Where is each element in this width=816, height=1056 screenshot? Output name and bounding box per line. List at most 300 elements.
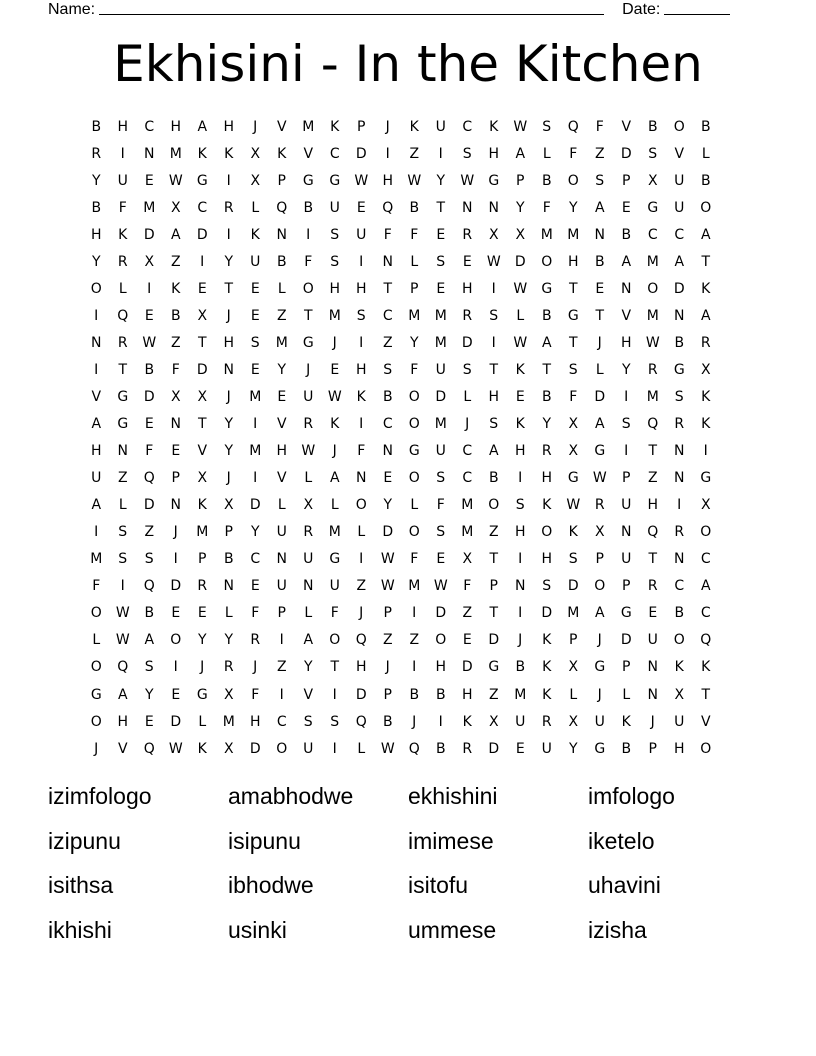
- grid-letter: N: [117, 443, 128, 460]
- grid-letter: B: [144, 361, 155, 378]
- grid-letter: N: [382, 253, 393, 270]
- grid-letter: Y: [91, 253, 101, 270]
- grid-letter: L: [118, 280, 127, 297]
- grid-letter: K: [542, 497, 552, 514]
- grid-letter: M: [461, 524, 474, 541]
- grid-letter: K: [197, 145, 207, 162]
- grid-letter: Y: [224, 253, 234, 270]
- grid-letter: N: [674, 551, 685, 568]
- grid-letter: T: [330, 659, 340, 676]
- page-title: Ekhisini - In the Kitchen: [113, 35, 703, 93]
- grid-letter: I: [226, 172, 231, 189]
- grid-letter: X: [197, 470, 208, 487]
- grid-letter: L: [357, 524, 366, 541]
- grid-letter: H: [673, 740, 685, 757]
- word-list-item: ikhishi: [48, 916, 112, 943]
- grid-row: [83, 302, 735, 329]
- grid-letter: K: [674, 659, 684, 676]
- grid-letter: H: [567, 253, 579, 270]
- word-list-item: ummese: [408, 916, 497, 943]
- grid-letter: L: [463, 388, 472, 405]
- grid-letter: I: [306, 226, 311, 243]
- grid-letter: L: [92, 632, 101, 649]
- grid-letter: N: [144, 145, 155, 162]
- grid-letter: X: [700, 497, 711, 514]
- grid-letter: B: [594, 253, 605, 270]
- grid-letter: I: [518, 470, 523, 487]
- grid-letter: J: [226, 307, 231, 324]
- grid-letter: I: [120, 145, 125, 162]
- grid-letter: X: [674, 686, 685, 703]
- grid-letter: O: [567, 172, 579, 189]
- grid-letter: S: [648, 145, 658, 162]
- grid-letter: P: [489, 578, 498, 595]
- grid-letter: E: [462, 253, 472, 270]
- grid-letter: M: [249, 443, 262, 460]
- grid-letter: O: [488, 497, 500, 514]
- word-list-item: ekhishini: [408, 783, 498, 809]
- grid-letter: R: [117, 334, 128, 351]
- grid-letter: I: [279, 632, 284, 649]
- word-list-item: imfologo: [588, 783, 675, 809]
- grid-letter: I: [173, 551, 178, 568]
- grid-letter: K: [409, 118, 419, 135]
- grid-letter: Z: [594, 145, 605, 162]
- grid-letter: D: [435, 388, 447, 405]
- grid-letter: D: [143, 388, 155, 405]
- grid-letter: S: [515, 497, 525, 514]
- grid-letter: I: [518, 551, 523, 568]
- grid-letter: M: [434, 416, 447, 433]
- grid-letter: U: [303, 740, 314, 757]
- grid-letter: Z: [170, 253, 181, 270]
- grid-letter: C: [329, 145, 340, 162]
- grid-letter: O: [673, 632, 685, 649]
- grid-letter: E: [197, 280, 207, 297]
- grid-letter: L: [516, 307, 525, 324]
- grid-letter: Y: [621, 361, 631, 378]
- grid-letter: Z: [647, 470, 658, 487]
- grid-letter: L: [410, 253, 419, 270]
- grid-letter: F: [463, 578, 472, 595]
- grid-letter: V: [117, 740, 128, 757]
- grid-letter: B: [276, 253, 287, 270]
- grid-letter: B: [541, 388, 552, 405]
- grid-letter: L: [277, 280, 286, 297]
- grid-letter: C: [700, 605, 711, 622]
- grid-letter: M: [328, 307, 341, 324]
- grid-letter: Q: [567, 118, 579, 135]
- grid-letter: R: [647, 361, 658, 378]
- grid-letter: E: [171, 605, 181, 622]
- grid-letter: U: [674, 172, 685, 189]
- grid-letter: J: [173, 524, 178, 541]
- grid-letter: B: [541, 307, 552, 324]
- grid-letter: U: [647, 632, 658, 649]
- grid-letter: E: [144, 172, 154, 189]
- grid-letter: N: [276, 226, 287, 243]
- grid-letter: K: [277, 145, 287, 162]
- grid-letter: A: [700, 307, 711, 324]
- grid-letter: O: [408, 416, 420, 433]
- grid-letter: P: [648, 740, 657, 757]
- grid-letter: C: [276, 713, 287, 730]
- grid-letter: Q: [117, 307, 129, 324]
- grid-row: [83, 735, 735, 762]
- grid-letter: Y: [303, 659, 313, 676]
- grid-letter: Q: [355, 632, 367, 649]
- name-field[interactable]: [99, 0, 604, 15]
- grid-letter: O: [302, 280, 314, 297]
- grid-letter: X: [197, 307, 208, 324]
- grid-letter: R: [674, 416, 685, 433]
- grid-letter: O: [90, 280, 102, 297]
- grid-letter: P: [410, 280, 419, 297]
- grid-letter: L: [569, 686, 578, 703]
- grid-letter: G: [329, 551, 341, 568]
- grid-letter: O: [170, 632, 182, 649]
- grid-letter: B: [488, 470, 499, 487]
- grid-letter: K: [356, 388, 366, 405]
- grid-letter: T: [568, 280, 578, 297]
- grid-letter: B: [303, 199, 314, 216]
- grid-letter: T: [648, 551, 658, 568]
- grid-letter: D: [196, 226, 208, 243]
- grid-letter: F: [410, 551, 419, 568]
- grid-letter: X: [568, 713, 579, 730]
- grid-letter: E: [144, 713, 154, 730]
- word-list-item: izisha: [588, 916, 647, 943]
- grid-letter: O: [700, 524, 712, 541]
- grid-letter: I: [412, 605, 417, 622]
- grid-letter: B: [382, 388, 393, 405]
- grid-letter: V: [276, 470, 287, 487]
- grid-letter: C: [647, 226, 658, 243]
- grid-row: [83, 600, 735, 627]
- grid-letter: F: [330, 605, 339, 622]
- grid-letter: B: [382, 713, 393, 730]
- grid-letter: R: [674, 524, 685, 541]
- grid-letter: K: [542, 659, 552, 676]
- grid-letter: K: [568, 524, 578, 541]
- grid-letter: P: [198, 551, 207, 568]
- grid-row: [83, 113, 735, 140]
- grid-letter: O: [700, 199, 712, 216]
- grid-letter: Y: [277, 361, 287, 378]
- grid-letter: V: [303, 686, 314, 703]
- grid-letter: S: [250, 334, 260, 351]
- grid-letter: V: [700, 713, 711, 730]
- grid-letter: H: [647, 497, 659, 514]
- grid-letter: K: [330, 118, 340, 135]
- grid-letter: H: [514, 443, 526, 460]
- grid-letter: X: [462, 551, 473, 568]
- grid-letter: Y: [383, 497, 393, 514]
- grid-letter: D: [170, 713, 182, 730]
- grid-row: [83, 140, 735, 167]
- grid-letter: H: [355, 361, 367, 378]
- grid-letter: Y: [409, 334, 419, 351]
- grid-letter: J: [597, 632, 602, 649]
- grid-letter: N: [621, 280, 632, 297]
- grid-letter: R: [462, 226, 473, 243]
- grid-letter: L: [622, 686, 631, 703]
- grid-letter: D: [143, 497, 155, 514]
- grid-letter: D: [673, 280, 685, 297]
- name-label: Name:: [48, 1, 96, 18]
- grid-letter: R: [303, 416, 314, 433]
- grid-letter: D: [514, 253, 526, 270]
- grid-letter: C: [700, 551, 711, 568]
- grid-letter: M: [646, 307, 659, 324]
- grid-letter: U: [621, 551, 632, 568]
- grid-letter: M: [434, 334, 447, 351]
- grid-letter: D: [435, 605, 447, 622]
- grid-letter: G: [117, 416, 129, 433]
- grid-letter: N: [223, 361, 234, 378]
- grid-letter: L: [595, 361, 604, 378]
- grid-letter: Y: [224, 416, 234, 433]
- grid-letter: X: [223, 740, 234, 757]
- grid-letter: J: [385, 118, 390, 135]
- grid-letter: Q: [408, 740, 420, 757]
- grid-letter: D: [249, 497, 261, 514]
- grid-letter: O: [408, 470, 420, 487]
- grid-letter: H: [620, 334, 632, 351]
- grid-letter: H: [276, 443, 288, 460]
- grid-letter: D: [541, 605, 553, 622]
- grid-letter: U: [250, 253, 261, 270]
- grid-letter: M: [567, 226, 580, 243]
- word-list-item: iketelo: [588, 827, 655, 854]
- grid-letter: Z: [382, 632, 393, 649]
- grid-letter: J: [306, 361, 311, 378]
- grid-letter: Y: [250, 524, 260, 541]
- grid-letter: I: [491, 334, 496, 351]
- date-field[interactable]: [664, 0, 730, 15]
- grid-letter: B: [621, 226, 632, 243]
- grid-letter: P: [383, 686, 392, 703]
- grid-letter: D: [567, 578, 579, 595]
- grid-letter: B: [700, 172, 711, 189]
- grid-row: [83, 194, 735, 221]
- grid-letter: V: [303, 145, 314, 162]
- grid-letter: Z: [409, 145, 420, 162]
- grid-letter: U: [674, 713, 685, 730]
- grid-letter: A: [541, 334, 552, 351]
- grid-row: [83, 248, 735, 275]
- grid-letter: D: [594, 388, 606, 405]
- grid-letter: N: [223, 578, 234, 595]
- grid-letter: Z: [462, 605, 473, 622]
- grid-letter: C: [144, 118, 155, 135]
- grid-letter: A: [674, 253, 685, 270]
- grid-letter: J: [518, 632, 523, 649]
- grid-letter: U: [303, 388, 314, 405]
- grid-letter: C: [250, 551, 261, 568]
- grid-letter: N: [488, 199, 499, 216]
- grid-letter: Q: [647, 524, 659, 541]
- grid-letter: Z: [409, 632, 420, 649]
- grid-letter: O: [700, 740, 712, 757]
- grid-letter: K: [118, 226, 128, 243]
- grid-letter: I: [94, 307, 99, 324]
- grid-letter: Z: [488, 524, 499, 541]
- grid-letter: M: [434, 307, 447, 324]
- grid-letter: O: [276, 740, 288, 757]
- grid-letter: D: [196, 361, 208, 378]
- grid-letter: A: [515, 145, 526, 162]
- grid-letter: D: [249, 740, 261, 757]
- grid-letter: R: [462, 740, 473, 757]
- grid-letter: W: [433, 578, 448, 595]
- grid-letter: M: [90, 551, 103, 568]
- grid-letter: C: [462, 443, 473, 460]
- grid-letter: A: [117, 686, 128, 703]
- grid-letter: X: [223, 686, 234, 703]
- grid-letter: Y: [91, 172, 101, 189]
- grid-letter: O: [541, 253, 553, 270]
- grid-letter: I: [279, 686, 284, 703]
- grid-letter: G: [408, 443, 420, 460]
- grid-letter: E: [383, 470, 393, 487]
- grid-letter: N: [303, 578, 314, 595]
- grid-letter: E: [648, 605, 658, 622]
- grid-letter: H: [382, 172, 394, 189]
- grid-letter: Q: [647, 416, 659, 433]
- grid-letter: B: [700, 118, 711, 135]
- grid-letter: J: [253, 659, 258, 676]
- grid-letter: G: [647, 199, 659, 216]
- grid-letter: O: [90, 659, 102, 676]
- grid-row: [83, 546, 735, 573]
- grid-letter: J: [94, 740, 99, 757]
- word-list-item: isitofu: [408, 872, 469, 898]
- grid-letter: U: [621, 497, 632, 514]
- grid-letter: H: [249, 713, 261, 730]
- header-line: [48, 0, 748, 20]
- grid-letter: T: [568, 334, 578, 351]
- grid-row: [83, 492, 735, 519]
- grid-letter: K: [515, 361, 525, 378]
- grid-letter: H: [90, 443, 102, 460]
- grid-letter: H: [170, 118, 182, 135]
- grid-letter: F: [118, 199, 127, 216]
- grid-letter: R: [91, 145, 102, 162]
- letter-grid: [83, 113, 735, 762]
- grid-letter: S: [462, 145, 472, 162]
- grid-letter: D: [461, 334, 473, 351]
- grid-letter: O: [329, 632, 341, 649]
- grid-letter: X: [223, 497, 234, 514]
- grid-letter: I: [624, 443, 629, 460]
- grid-letter: A: [303, 632, 314, 649]
- grid-letter: U: [435, 443, 446, 460]
- grid-letter: V: [276, 416, 287, 433]
- grid-letter: T: [383, 280, 393, 297]
- grid-letter: F: [171, 361, 180, 378]
- grid-letter: E: [436, 226, 446, 243]
- grid-letter: N: [674, 470, 685, 487]
- grid-letter: K: [462, 713, 472, 730]
- grid-letter: S: [144, 551, 154, 568]
- grid-letter: A: [700, 226, 711, 243]
- grid-letter: T: [197, 416, 207, 433]
- grid-letter: X: [568, 659, 579, 676]
- word-list-item: uhavini: [588, 872, 661, 898]
- grid-letter: I: [253, 470, 258, 487]
- grid-letter: W: [115, 605, 130, 622]
- grid-letter: I: [359, 551, 364, 568]
- word-list-item: amabhodwe: [228, 783, 354, 809]
- grid-letter: D: [382, 524, 394, 541]
- grid-letter: G: [488, 659, 500, 676]
- grid-letter: W: [327, 388, 342, 405]
- grid-letter: I: [385, 145, 390, 162]
- grid-letter: R: [700, 334, 711, 351]
- grid-letter: X: [303, 497, 314, 514]
- grid-letter: L: [701, 145, 710, 162]
- grid-letter: B: [91, 118, 102, 135]
- grid-letter: N: [276, 551, 287, 568]
- grid-letter: I: [359, 416, 364, 433]
- grid-letter: S: [595, 172, 605, 189]
- grid-letter: P: [277, 172, 286, 189]
- grid-letter: A: [329, 470, 340, 487]
- grid-letter: L: [251, 199, 260, 216]
- grid-letter: B: [674, 605, 685, 622]
- grid-row: [83, 356, 735, 383]
- grid-letter: Z: [117, 470, 128, 487]
- grid-letter: F: [357, 443, 366, 460]
- grid-letter: H: [90, 226, 102, 243]
- grid-letter: X: [250, 145, 261, 162]
- grid-letter: A: [170, 226, 181, 243]
- grid-letter: B: [435, 740, 446, 757]
- grid-letter: O: [355, 497, 367, 514]
- grid-letter: L: [357, 740, 366, 757]
- grid-letter: N: [170, 497, 181, 514]
- grid-letter: R: [303, 524, 314, 541]
- grid-letter: R: [594, 497, 605, 514]
- grid-letter: K: [515, 416, 525, 433]
- grid-letter: N: [674, 443, 685, 460]
- grid-letter: V: [621, 118, 632, 135]
- grid-letter: K: [224, 145, 234, 162]
- grid-letter: K: [701, 416, 711, 433]
- grid-letter: S: [489, 307, 499, 324]
- grid-letter: A: [197, 118, 208, 135]
- grid-letter: A: [594, 605, 605, 622]
- grid-letter: R: [250, 632, 261, 649]
- grid-letter: Y: [568, 199, 578, 216]
- grid-letter: M: [514, 686, 527, 703]
- grid-letter: I: [438, 713, 443, 730]
- grid-letter: S: [542, 118, 552, 135]
- grid-letter: X: [197, 388, 208, 405]
- grid-letter: L: [304, 470, 313, 487]
- grid-letter: G: [567, 307, 579, 324]
- grid-letter: H: [461, 280, 473, 297]
- grid-letter: T: [436, 199, 446, 216]
- grid-letter: E: [144, 416, 154, 433]
- grid-letter: O: [594, 578, 606, 595]
- grid-letter: A: [700, 578, 711, 595]
- grid-letter: G: [196, 172, 208, 189]
- grid-letter: J: [359, 605, 364, 622]
- grid-letter: R: [197, 578, 208, 595]
- grid-letter: B: [91, 199, 102, 216]
